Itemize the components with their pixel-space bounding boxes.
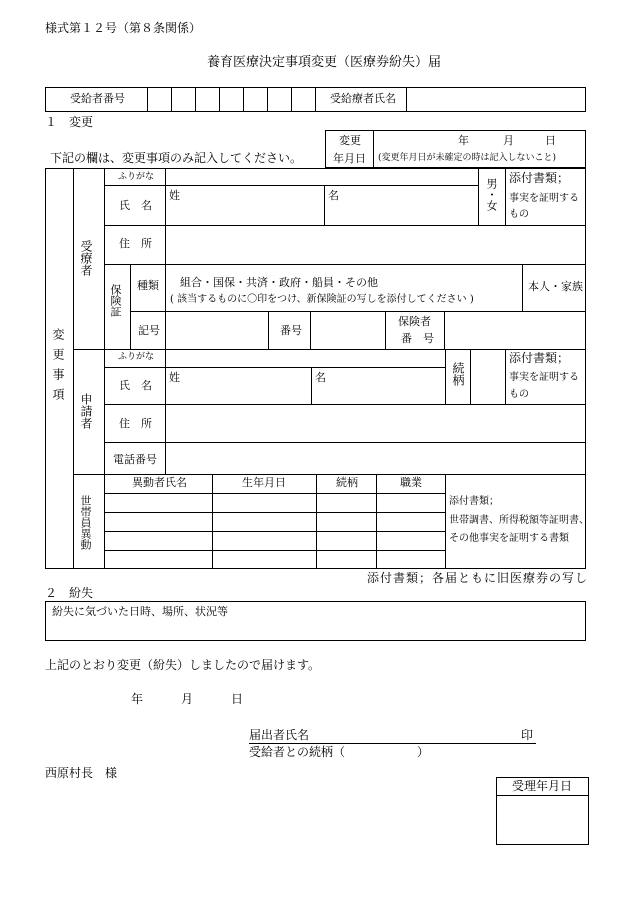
household-col-occupation: 職業 <box>400 476 422 489</box>
patient-mei: 名 <box>328 189 339 202</box>
section1-heading: １ 変更 <box>45 115 94 129</box>
patient-sei-field[interactable] <box>166 186 323 224</box>
patient-mei-field[interactable] <box>325 186 477 224</box>
section1-instruction: 下記の欄は、変更事項のみ記入してください。 <box>50 151 303 165</box>
bango-label: 番号 <box>280 324 302 337</box>
insurance-type-label: 種類 <box>137 279 159 292</box>
kigo-label: 記号 <box>138 324 160 337</box>
household-col-relation: 続柄 <box>336 476 358 489</box>
section2-heading: ２ 紛失 <box>45 586 94 600</box>
recipient-number-field[interactable] <box>148 88 314 111</box>
applicant-address-label: 住 所 <box>119 417 152 430</box>
applicant-phone-field[interactable] <box>166 443 585 473</box>
applicant-sei: 姓 <box>169 371 180 384</box>
applicant-relation-label: 続柄 <box>451 362 465 386</box>
applicant-furigana-label: ふりがな <box>118 352 155 362</box>
addressee: 西原村長 様 <box>45 766 118 780</box>
applicant-furigana-field[interactable] <box>166 350 444 366</box>
patient-sei: 姓 <box>169 189 180 202</box>
patient-label: 受療者 <box>79 240 93 276</box>
recipient-name-label: 受給療者氏名 <box>330 92 396 105</box>
insurance-type-options[interactable]: 組合・国保・共済・政府・船員・その他 <box>180 276 378 289</box>
submit-month: 月 <box>181 692 194 706</box>
patient-address-field[interactable] <box>166 226 585 263</box>
applicant-attach-body: 事実を証明するもの <box>509 372 579 400</box>
patient-name-label: 氏 名 <box>119 199 152 212</box>
insurance-label: 保険証 <box>109 284 122 317</box>
change-date-label-2: 年月日 <box>333 152 366 165</box>
change-day: 日 <box>545 134 556 147</box>
relation-to-recipient[interactable]: 受給者との続柄（ ） <box>249 745 430 759</box>
receipt-date-field[interactable] <box>497 796 588 844</box>
change-year: 年 <box>458 134 469 147</box>
household-label: 世帯員異動 <box>79 495 92 550</box>
kigo-field[interactable] <box>166 312 267 348</box>
change-items-label: 変更事項 <box>51 328 65 408</box>
household-attach-line1: 世帯調書、所得税額等証明書、 <box>449 515 589 526</box>
change-month: 月 <box>503 134 514 147</box>
submit-year: 年 <box>131 692 144 706</box>
person-family[interactable]: 本人・家族 <box>528 280 583 293</box>
applicant-attach-title: 添付書類； <box>509 351 570 365</box>
submitter-name-label: 届出者氏名 <box>249 728 310 742</box>
patient-furigana-label: ふりがな <box>118 172 155 182</box>
applicant-mei: 名 <box>315 371 326 384</box>
patient-furigana-field[interactable] <box>166 169 477 184</box>
bango-field[interactable] <box>311 312 384 348</box>
household-attach-line2: その他事実を証明する書類 <box>449 533 569 544</box>
form-title: 養育医療決定事項変更（医療券紛失）届 <box>207 55 442 70</box>
insurance-type-note: ( 該当するものに〇印をつけ、新保険証の写しを添付してください ) <box>170 294 474 305</box>
recipient-name-field[interactable] <box>407 88 585 111</box>
household-col-birth: 生年月日 <box>242 476 286 489</box>
section1-footnote: 添付書類；各届ともに旧医療券の写し <box>367 571 589 585</box>
change-date-label-1: 変更 <box>339 134 361 147</box>
patient-address-label: 住 所 <box>119 237 152 250</box>
household-rows-field[interactable] <box>105 494 444 568</box>
applicant-sei-field[interactable] <box>166 368 310 403</box>
applicant-address-field[interactable] <box>166 405 585 441</box>
submitter-name-field[interactable] <box>315 725 515 743</box>
patient-attach-title: 添付書類； <box>509 171 570 185</box>
receipt-date-label: 受理年月日 <box>512 779 573 793</box>
closing-statement: 上記のとおり変更（紛失）しましたので届けます。 <box>45 658 321 672</box>
holder-number-label-2: 番 号 <box>401 332 434 345</box>
applicant-name-label: 氏 名 <box>119 379 152 392</box>
recipient-number-label: 受給者番号 <box>70 92 125 105</box>
loss-details-label: 紛失に気づいた日時、場所、状況等 <box>52 605 228 618</box>
patient-attach-body: 事実を証明するもの <box>509 193 579 220</box>
seal-mark: 印 <box>521 728 534 742</box>
applicant-phone-label: 電話番号 <box>113 453 157 466</box>
submit-day: 日 <box>231 692 244 706</box>
form-number: 様式第１２号（第８条関係） <box>45 21 202 35</box>
household-col-name: 異動者氏名 <box>132 476 187 489</box>
applicant-relation-field[interactable] <box>471 350 504 403</box>
applicant-label: 申請者 <box>79 393 93 429</box>
change-date-note: (変更年月日が未確定の時は記入しないこと) <box>378 153 557 163</box>
household-attach-title: 添付書類； <box>449 496 499 507</box>
patient-gender[interactable]: 男・女 <box>485 178 498 211</box>
holder-number-field[interactable] <box>445 312 585 348</box>
applicant-mei-field[interactable] <box>312 368 444 403</box>
holder-number-label-1: 保険者 <box>398 315 431 328</box>
